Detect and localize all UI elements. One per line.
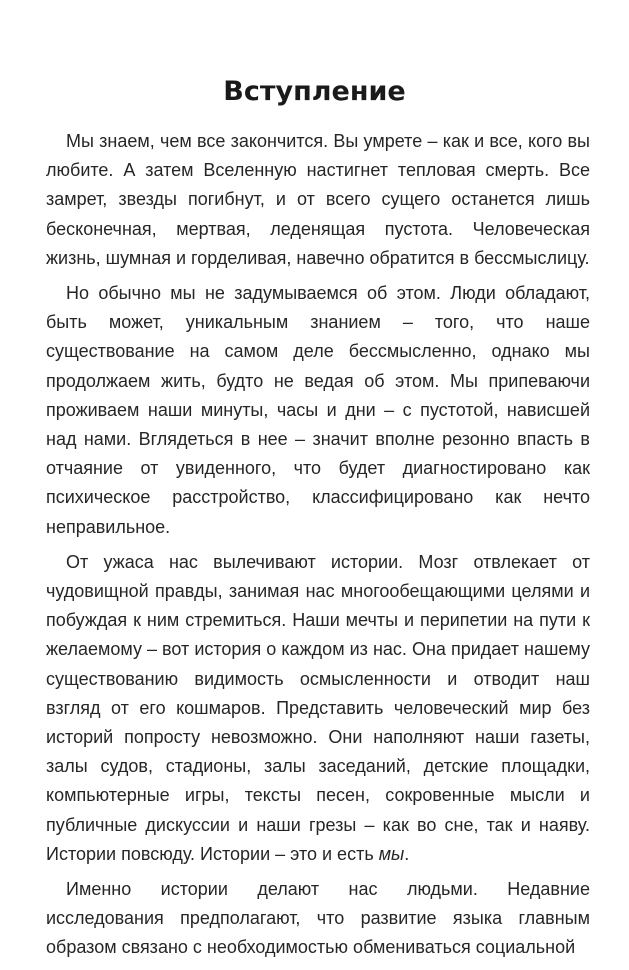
body-text	[46, 127, 590, 969]
paragraph-3-end: .	[404, 843, 410, 864]
paragraph-1: Мы знаем, чем все закончится. Вы умрете – как и все, кого вы любите. А затем Вселенную настигнет тепловая смерть. Все замрет, звезды погибнут, и от всего сущего останется лишь бесконечная, мертвая, леденящая пустота. Человеческая жизнь, шумная и горделивая, навечно обратится в бессмыслицу.	[46, 131, 590, 268]
chapter-title: Вступление	[223, 76, 406, 107]
emphasis-word: мы	[378, 843, 405, 864]
paragraph-4: Именно истории делают нас людьми. Недавние исследования предполагают, что развитие языка главным образом связано с необходимостью обмениваться социальной	[46, 879, 590, 958]
paragraph-3-text: От ужаса нас вылечивают истории. Мозг отвлекает от чудовищной правды, занимая нас многообещающими целями и побуждая к ним стремиться. Наши мечты и перипетии на пути к желаемому – вот история о каждом из нас. Она придает нашему существованию видимость осмысленности и отводит наш взгляд от его кошмаров. Представить человеческий мир без историй попросту невозможно. Они наполняют наши газеты, залы судов, стадионы, залы заседаний, детские площадки, компьютерные игры, тексты песен, сокровенные мысли и публичные дискуссии и наши грезы – как во сне, так и наяву. Истории повсюду. Истории – это и есть	[46, 551, 590, 864]
paragraph-3	[46, 548, 590, 869]
paragraph-2: Но обычно мы не задумываемся об этом. Люди обладают, быть может, уникальным знанием – того, что наше существование на самом деле бессмысленно, однако мы продолжаем жить, будто не ведая об этом. Мы припеваючи проживаем наши минуты, часы и дни – с пустотой, нависшей над нами. Вглядеться в нее – значит вполне резонно впасть в отчаяние от увиденного, что будет диагностировано как психическое расстройство, классифицировано как нечто неправильное.	[46, 283, 590, 537]
